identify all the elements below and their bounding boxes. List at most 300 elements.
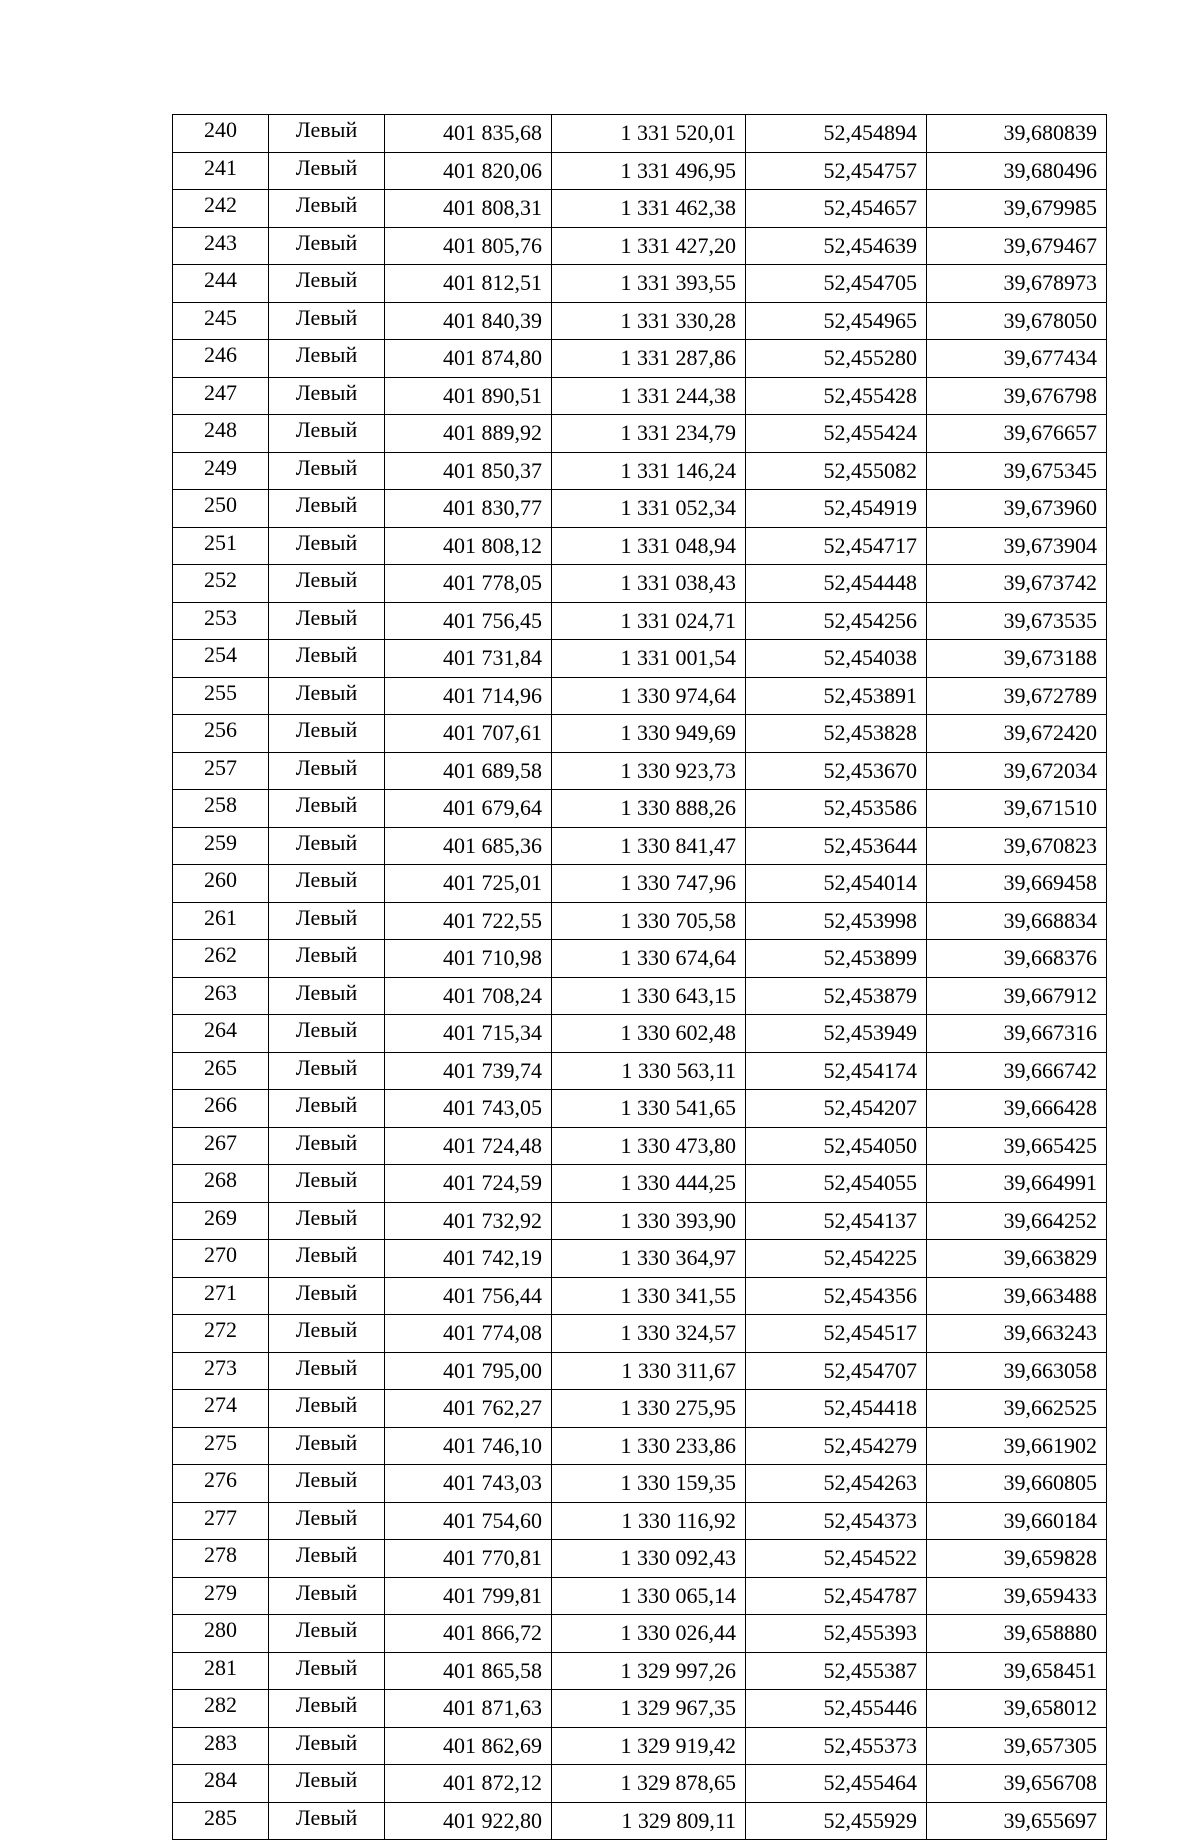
longitude: 39,666428 [927, 1090, 1107, 1128]
table-row [173, 1577, 1107, 1615]
table-row [173, 1502, 1107, 1540]
longitude: 39,677434 [927, 340, 1107, 378]
y-coordinate: 1 330 065,14 [552, 1577, 746, 1615]
table-row [173, 1165, 1107, 1203]
point-number: 266 [173, 1090, 269, 1128]
point-number: 243 [173, 227, 269, 265]
latitude: 52,454356 [746, 1277, 927, 1315]
x-coordinate: 401 820,06 [385, 152, 552, 190]
y-coordinate: 1 330 311,67 [552, 1352, 746, 1390]
y-coordinate: 1 330 923,73 [552, 752, 746, 790]
point-number: 285 [173, 1802, 269, 1840]
table-row [173, 115, 1107, 153]
latitude: 52,454014 [746, 865, 927, 903]
x-coordinate: 401 708,24 [385, 977, 552, 1015]
x-coordinate: 401 871,63 [385, 1690, 552, 1728]
table-row [173, 490, 1107, 528]
x-coordinate: 401 754,60 [385, 1502, 552, 1540]
x-coordinate: 401 808,31 [385, 190, 552, 228]
latitude: 52,453899 [746, 940, 927, 978]
y-coordinate: 1 330 092,43 [552, 1540, 746, 1578]
side-value: Левый [269, 1015, 385, 1053]
point-number: 274 [173, 1390, 269, 1428]
side-value: Левый [269, 115, 385, 153]
table-row [173, 1765, 1107, 1803]
table-row [173, 977, 1107, 1015]
y-coordinate: 1 329 809,11 [552, 1802, 746, 1840]
latitude: 52,454038 [746, 640, 927, 678]
x-coordinate: 401 890,51 [385, 377, 552, 415]
table-row [173, 1202, 1107, 1240]
longitude: 39,679985 [927, 190, 1107, 228]
x-coordinate: 401 746,10 [385, 1427, 552, 1465]
table-row [173, 1727, 1107, 1765]
latitude: 52,455280 [746, 340, 927, 378]
y-coordinate: 1 331 496,95 [552, 152, 746, 190]
y-coordinate: 1 330 674,64 [552, 940, 746, 978]
y-coordinate: 1 329 919,42 [552, 1727, 746, 1765]
table-row [173, 865, 1107, 903]
y-coordinate: 1 330 974,64 [552, 677, 746, 715]
x-coordinate: 401 739,74 [385, 1052, 552, 1090]
latitude: 52,455393 [746, 1615, 927, 1653]
longitude: 39,670823 [927, 827, 1107, 865]
table-row [173, 1690, 1107, 1728]
table-row [173, 902, 1107, 940]
point-number: 275 [173, 1427, 269, 1465]
y-coordinate: 1 331 052,34 [552, 490, 746, 528]
point-number: 260 [173, 865, 269, 903]
table-row [173, 1465, 1107, 1503]
point-number: 271 [173, 1277, 269, 1315]
side-value: Левый [269, 340, 385, 378]
longitude: 39,675345 [927, 452, 1107, 490]
x-coordinate: 401 679,64 [385, 790, 552, 828]
table-row [173, 1277, 1107, 1315]
x-coordinate: 401 762,27 [385, 1390, 552, 1428]
x-coordinate: 401 812,51 [385, 265, 552, 303]
point-number: 246 [173, 340, 269, 378]
latitude: 52,453949 [746, 1015, 927, 1053]
longitude: 39,676798 [927, 377, 1107, 415]
side-value: Левый [269, 1577, 385, 1615]
longitude: 39,663058 [927, 1352, 1107, 1390]
side-value: Левый [269, 715, 385, 753]
point-number: 283 [173, 1727, 269, 1765]
x-coordinate: 401 799,81 [385, 1577, 552, 1615]
side-value: Левый [269, 265, 385, 303]
side-value: Левый [269, 152, 385, 190]
side-value: Левый [269, 1427, 385, 1465]
point-number: 281 [173, 1652, 269, 1690]
x-coordinate: 401 689,58 [385, 752, 552, 790]
longitude: 39,671510 [927, 790, 1107, 828]
point-number: 263 [173, 977, 269, 1015]
longitude: 39,667316 [927, 1015, 1107, 1053]
latitude: 52,455373 [746, 1727, 927, 1765]
longitude: 39,659433 [927, 1577, 1107, 1615]
side-value: Левый [269, 1540, 385, 1578]
side-value: Левый [269, 940, 385, 978]
point-number: 240 [173, 115, 269, 153]
side-value: Левый [269, 1315, 385, 1353]
point-number: 257 [173, 752, 269, 790]
side-value: Левый [269, 790, 385, 828]
y-coordinate: 1 331 024,71 [552, 602, 746, 640]
side-value: Левый [269, 227, 385, 265]
x-coordinate: 401 725,01 [385, 865, 552, 903]
table-row [173, 1802, 1107, 1840]
point-number: 278 [173, 1540, 269, 1578]
point-number: 250 [173, 490, 269, 528]
point-number: 284 [173, 1765, 269, 1803]
table-row [173, 340, 1107, 378]
longitude: 39,680496 [927, 152, 1107, 190]
table-row [173, 1127, 1107, 1165]
point-number: 258 [173, 790, 269, 828]
table-row [173, 415, 1107, 453]
point-number: 269 [173, 1202, 269, 1240]
latitude: 52,454225 [746, 1240, 927, 1278]
longitude: 39,667912 [927, 977, 1107, 1015]
table-row [173, 527, 1107, 565]
x-coordinate: 401 770,81 [385, 1540, 552, 1578]
y-coordinate: 1 330 393,90 [552, 1202, 746, 1240]
latitude: 52,454919 [746, 490, 927, 528]
x-coordinate: 401 722,55 [385, 902, 552, 940]
side-value: Левый [269, 1090, 385, 1128]
point-number: 273 [173, 1352, 269, 1390]
y-coordinate: 1 330 473,80 [552, 1127, 746, 1165]
table-row [173, 227, 1107, 265]
longitude: 39,658012 [927, 1690, 1107, 1728]
point-number: 244 [173, 265, 269, 303]
point-number: 264 [173, 1015, 269, 1053]
table-row [173, 827, 1107, 865]
longitude: 39,661902 [927, 1427, 1107, 1465]
side-value: Левый [269, 1052, 385, 1090]
latitude: 52,454279 [746, 1427, 927, 1465]
point-number: 241 [173, 152, 269, 190]
y-coordinate: 1 331 393,55 [552, 265, 746, 303]
point-number: 255 [173, 677, 269, 715]
latitude: 52,453879 [746, 977, 927, 1015]
y-coordinate: 1 331 146,24 [552, 452, 746, 490]
y-coordinate: 1 330 747,96 [552, 865, 746, 903]
point-number: 259 [173, 827, 269, 865]
x-coordinate: 401 922,80 [385, 1802, 552, 1840]
y-coordinate: 1 330 026,44 [552, 1615, 746, 1653]
table-row [173, 1540, 1107, 1578]
side-value: Левый [269, 1765, 385, 1803]
latitude: 52,454137 [746, 1202, 927, 1240]
side-value: Левый [269, 302, 385, 340]
side-value: Левый [269, 190, 385, 228]
side-value: Левый [269, 902, 385, 940]
side-value: Левый [269, 377, 385, 415]
latitude: 52,453998 [746, 902, 927, 940]
latitude: 52,454207 [746, 1090, 927, 1128]
point-number: 279 [173, 1577, 269, 1615]
y-coordinate: 1 330 324,57 [552, 1315, 746, 1353]
longitude: 39,673188 [927, 640, 1107, 678]
point-number: 267 [173, 1127, 269, 1165]
longitude: 39,672420 [927, 715, 1107, 753]
side-value: Левый [269, 1390, 385, 1428]
y-coordinate: 1 330 444,25 [552, 1165, 746, 1203]
point-number: 276 [173, 1465, 269, 1503]
y-coordinate: 1 330 341,55 [552, 1277, 746, 1315]
side-value: Левый [269, 1502, 385, 1540]
point-number: 242 [173, 190, 269, 228]
latitude: 52,455424 [746, 415, 927, 453]
x-coordinate: 401 889,92 [385, 415, 552, 453]
longitude: 39,672034 [927, 752, 1107, 790]
longitude: 39,663243 [927, 1315, 1107, 1353]
table-row [173, 1090, 1107, 1128]
latitude: 52,454050 [746, 1127, 927, 1165]
latitude: 52,454657 [746, 190, 927, 228]
longitude: 39,673742 [927, 565, 1107, 603]
x-coordinate: 401 866,72 [385, 1615, 552, 1653]
latitude: 52,455082 [746, 452, 927, 490]
latitude: 52,454787 [746, 1577, 927, 1615]
table-row [173, 1652, 1107, 1690]
table-row [173, 752, 1107, 790]
longitude: 39,676657 [927, 415, 1107, 453]
y-coordinate: 1 331 462,38 [552, 190, 746, 228]
longitude: 39,655697 [927, 1802, 1107, 1840]
latitude: 52,454705 [746, 265, 927, 303]
side-value: Левый [269, 1727, 385, 1765]
longitude: 39,660805 [927, 1465, 1107, 1503]
table-row [173, 565, 1107, 603]
side-value: Левый [269, 1240, 385, 1278]
point-number: 270 [173, 1240, 269, 1278]
table-row [173, 377, 1107, 415]
y-coordinate: 1 329 878,65 [552, 1765, 746, 1803]
side-value: Левый [269, 752, 385, 790]
y-coordinate: 1 331 330,28 [552, 302, 746, 340]
table-row [173, 677, 1107, 715]
latitude: 52,454717 [746, 527, 927, 565]
x-coordinate: 401 795,00 [385, 1352, 552, 1390]
side-value: Левый [269, 1127, 385, 1165]
x-coordinate: 401 714,96 [385, 677, 552, 715]
y-coordinate: 1 331 520,01 [552, 115, 746, 153]
y-coordinate: 1 330 541,65 [552, 1090, 746, 1128]
y-coordinate: 1 331 234,79 [552, 415, 746, 453]
latitude: 52,454174 [746, 1052, 927, 1090]
point-number: 265 [173, 1052, 269, 1090]
latitude: 52,454373 [746, 1502, 927, 1540]
longitude: 39,678050 [927, 302, 1107, 340]
longitude: 39,663829 [927, 1240, 1107, 1278]
table-row [173, 640, 1107, 678]
table-row [173, 715, 1107, 753]
point-number: 254 [173, 640, 269, 678]
y-coordinate: 1 330 888,26 [552, 790, 746, 828]
x-coordinate: 401 756,44 [385, 1277, 552, 1315]
table-row [173, 1052, 1107, 1090]
y-coordinate: 1 331 001,54 [552, 640, 746, 678]
x-coordinate: 401 874,80 [385, 340, 552, 378]
latitude: 52,455464 [746, 1765, 927, 1803]
point-number: 272 [173, 1315, 269, 1353]
longitude: 39,668376 [927, 940, 1107, 978]
x-coordinate: 401 774,08 [385, 1315, 552, 1353]
x-coordinate: 401 743,05 [385, 1090, 552, 1128]
table-row [173, 152, 1107, 190]
y-coordinate: 1 330 364,97 [552, 1240, 746, 1278]
longitude: 39,669458 [927, 865, 1107, 903]
y-coordinate: 1 330 116,92 [552, 1502, 746, 1540]
side-value: Левый [269, 490, 385, 528]
x-coordinate: 401 685,36 [385, 827, 552, 865]
point-number: 253 [173, 602, 269, 640]
latitude: 52,453644 [746, 827, 927, 865]
longitude: 39,657305 [927, 1727, 1107, 1765]
longitude: 39,658451 [927, 1652, 1107, 1690]
point-number: 251 [173, 527, 269, 565]
latitude: 52,454263 [746, 1465, 927, 1503]
side-value: Левый [269, 602, 385, 640]
y-coordinate: 1 329 997,26 [552, 1652, 746, 1690]
table-row [173, 1427, 1107, 1465]
table-row [173, 1315, 1107, 1353]
longitude: 39,668834 [927, 902, 1107, 940]
side-value: Левый [269, 1352, 385, 1390]
table-row [173, 1240, 1107, 1278]
longitude: 39,664252 [927, 1202, 1107, 1240]
point-number: 249 [173, 452, 269, 490]
latitude: 52,453891 [746, 677, 927, 715]
side-value: Левый [269, 1202, 385, 1240]
table-row [173, 190, 1107, 228]
point-number: 280 [173, 1615, 269, 1653]
longitude: 39,664991 [927, 1165, 1107, 1203]
x-coordinate: 401 862,69 [385, 1727, 552, 1765]
point-number: 268 [173, 1165, 269, 1203]
longitude: 39,666742 [927, 1052, 1107, 1090]
latitude: 52,453828 [746, 715, 927, 753]
side-value: Левый [269, 640, 385, 678]
point-number: 261 [173, 902, 269, 940]
y-coordinate: 1 331 427,20 [552, 227, 746, 265]
longitude: 39,672789 [927, 677, 1107, 715]
latitude: 52,454256 [746, 602, 927, 640]
y-coordinate: 1 330 233,86 [552, 1427, 746, 1465]
x-coordinate: 401 840,39 [385, 302, 552, 340]
x-coordinate: 401 756,45 [385, 602, 552, 640]
y-coordinate: 1 331 038,43 [552, 565, 746, 603]
side-value: Левый [269, 865, 385, 903]
side-value: Левый [269, 977, 385, 1015]
longitude: 39,656708 [927, 1765, 1107, 1803]
coordinates-table-body [173, 115, 1107, 1840]
y-coordinate: 1 331 287,86 [552, 340, 746, 378]
longitude: 39,673960 [927, 490, 1107, 528]
x-coordinate: 401 835,68 [385, 115, 552, 153]
x-coordinate: 401 872,12 [385, 1765, 552, 1803]
table-row [173, 1615, 1107, 1653]
latitude: 52,453586 [746, 790, 927, 828]
x-coordinate: 401 808,12 [385, 527, 552, 565]
side-value: Левый [269, 565, 385, 603]
side-value: Левый [269, 1690, 385, 1728]
coordinates-table [172, 114, 1107, 1840]
x-coordinate: 401 732,92 [385, 1202, 552, 1240]
latitude: 52,455428 [746, 377, 927, 415]
latitude: 52,455929 [746, 1802, 927, 1840]
latitude: 52,455446 [746, 1690, 927, 1728]
x-coordinate: 401 724,59 [385, 1165, 552, 1203]
latitude: 52,454517 [746, 1315, 927, 1353]
longitude: 39,659828 [927, 1540, 1107, 1578]
y-coordinate: 1 329 967,35 [552, 1690, 746, 1728]
x-coordinate: 401 830,77 [385, 490, 552, 528]
longitude: 39,663488 [927, 1277, 1107, 1315]
side-value: Левый [269, 452, 385, 490]
latitude: 52,454965 [746, 302, 927, 340]
point-number: 252 [173, 565, 269, 603]
side-value: Левый [269, 1465, 385, 1503]
x-coordinate: 401 715,34 [385, 1015, 552, 1053]
table-row [173, 602, 1107, 640]
latitude: 52,454894 [746, 115, 927, 153]
side-value: Левый [269, 1277, 385, 1315]
side-value: Левый [269, 1802, 385, 1840]
x-coordinate: 401 778,05 [385, 565, 552, 603]
point-number: 277 [173, 1502, 269, 1540]
table-row [173, 1390, 1107, 1428]
x-coordinate: 401 742,19 [385, 1240, 552, 1278]
latitude: 52,453670 [746, 752, 927, 790]
y-coordinate: 1 330 159,35 [552, 1465, 746, 1503]
x-coordinate: 401 707,61 [385, 715, 552, 753]
latitude: 52,455387 [746, 1652, 927, 1690]
table-row [173, 452, 1107, 490]
y-coordinate: 1 330 841,47 [552, 827, 746, 865]
y-coordinate: 1 330 643,15 [552, 977, 746, 1015]
y-coordinate: 1 330 563,11 [552, 1052, 746, 1090]
point-number: 247 [173, 377, 269, 415]
side-value: Левый [269, 527, 385, 565]
longitude: 39,665425 [927, 1127, 1107, 1165]
table-row [173, 1015, 1107, 1053]
side-value: Левый [269, 415, 385, 453]
longitude: 39,679467 [927, 227, 1107, 265]
side-value: Левый [269, 1165, 385, 1203]
side-value: Левый [269, 1652, 385, 1690]
x-coordinate: 401 724,48 [385, 1127, 552, 1165]
side-value: Левый [269, 1615, 385, 1653]
side-value: Левый [269, 827, 385, 865]
point-number: 256 [173, 715, 269, 753]
y-coordinate: 1 330 275,95 [552, 1390, 746, 1428]
latitude: 52,454522 [746, 1540, 927, 1578]
y-coordinate: 1 331 244,38 [552, 377, 746, 415]
table-row [173, 940, 1107, 978]
point-number: 282 [173, 1690, 269, 1728]
longitude: 39,678973 [927, 265, 1107, 303]
latitude: 52,454639 [746, 227, 927, 265]
y-coordinate: 1 330 705,58 [552, 902, 746, 940]
y-coordinate: 1 331 048,94 [552, 527, 746, 565]
x-coordinate: 401 850,37 [385, 452, 552, 490]
table-row [173, 790, 1107, 828]
table-row [173, 265, 1107, 303]
